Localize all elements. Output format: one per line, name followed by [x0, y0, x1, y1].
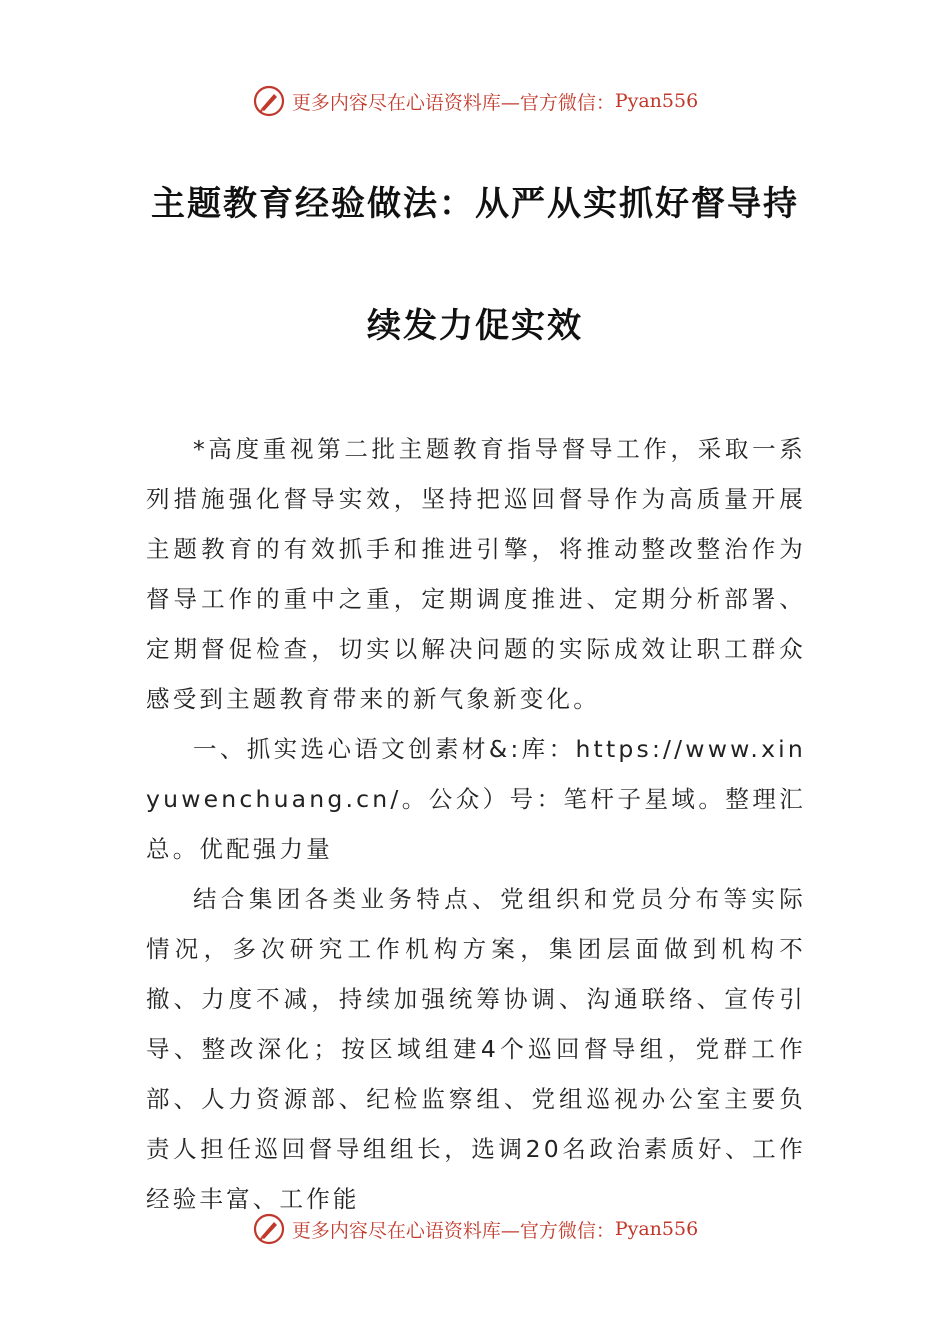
banner-text: 更多内容尽在心语资料库—官方微信：: [291, 91, 615, 114]
banner-text: 更多内容尽在心语资料库—官方微信：: [291, 1219, 615, 1242]
pen-circle-logo-icon: [252, 84, 286, 118]
banner-wechat-id: Pyan556: [614, 90, 699, 112]
section-heading-1: 一、抓实选心语文创素材&:库：https://www.xinyuwenchuang.cn/。公众）号：笔杆子星域。整理汇总。优配强力量: [146, 735, 806, 863]
pen-circle-logo-icon: [252, 1212, 286, 1246]
document-title-line-2: 续发力促实效: [367, 306, 583, 346]
document-body: [146, 424, 806, 1224]
header-banner: [0, 84, 950, 118]
banner-wechat-id: Pyan556: [614, 1218, 699, 1240]
footer-banner: [0, 1212, 950, 1246]
paragraph-intro: *高度重视第二批主题教育指导督导工作，采取一系列措施强化督导实效，坚持把巡回督导作为高质量开展主题教育的有效抓手和推进引擎，将推动整改整治作为督导工作的重中之重，定期调度推进、定期分析部署、定期督促检查，切实以解决问题的实际成效让职工群众感受到主题教育带来的新气象新变化。: [146, 435, 806, 713]
document-title-line-1: 主题教育经验做法：从严从实抓好督导持: [151, 184, 799, 224]
paragraph-body: 结合集团各类业务特点、党组织和党员分布等实际情况，多次研究工作机构方案，集团层面做到机构不撤、力度不减，持续加强统筹协调、沟通联络、宣传引导、整改深化；按区域组建4个巡回督导组，党群工作部、人力资源部、纪检监察组、党组巡视办公室主要负责人担任巡回督导组组长，选调20名政治素质好、工作经验丰富、工作能: [146, 885, 806, 1213]
